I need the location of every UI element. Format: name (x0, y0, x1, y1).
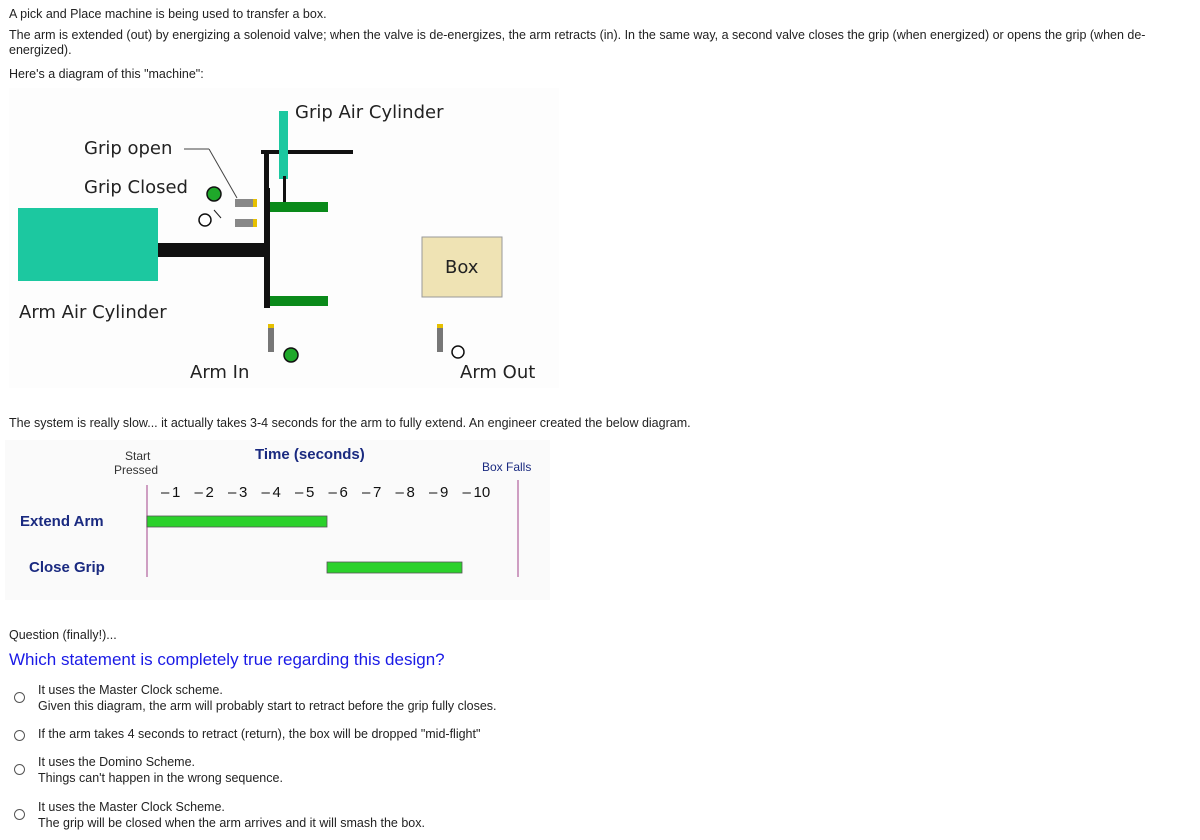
arm-out-label: Arm Out (460, 362, 536, 383)
arm-out-light-icon (452, 346, 464, 358)
upper-grip-jaw (270, 202, 328, 212)
answer-option[interactable] (14, 727, 714, 743)
grip-air-cylinder-label: Grip Air Cylinder (295, 102, 444, 123)
arm-air-cylinder-label: Arm Air Cylinder (19, 302, 167, 323)
tick-label: 8 (406, 484, 415, 501)
arm-in-sensor (268, 328, 274, 352)
tick-label: 6 (339, 484, 348, 501)
middle-text: The system is really slow... it actually takes 3-4 seconds for the arm to fully extend. An engineer created the below diagram. (9, 416, 691, 430)
grip-closed-label: Grip Closed (84, 177, 188, 198)
answer-radio[interactable] (14, 764, 25, 775)
tick-label: 9 (440, 484, 449, 501)
grip-open-light-icon (199, 214, 211, 226)
answer-option[interactable] (14, 683, 714, 714)
start-pressed-line1: Start (125, 449, 151, 463)
grip-open-valve (235, 199, 253, 207)
time-axis-title: Time (seconds) (255, 446, 365, 463)
answer-option-text: Given this diagram, the arm will probably start to retract before the grip fully closes. (38, 698, 497, 713)
arm-air-cylinder-body (18, 208, 158, 281)
answer-radio[interactable] (14, 809, 25, 820)
timing-diagram (5, 440, 550, 600)
machine-diagram (9, 88, 559, 388)
timing-row-label: Extend Arm (20, 513, 104, 530)
box-falls-label: Box Falls (482, 460, 532, 474)
answer-option-text: The grip will be closed when the arm arrives and it will smash the box. (38, 815, 425, 830)
tick-label: 5 (306, 484, 315, 501)
answer-option-text: It uses the Master Clock Scheme. (38, 800, 225, 814)
start-pressed-line2: Pressed (114, 463, 159, 477)
answer-option[interactable] (14, 800, 714, 831)
intro-line-2: The arm is extended (out) by energizing a solenoid valve; when the valve is de-energizes, the arm retracts (in). In the same way, a second valve closes the grip (when energized) or opens the grip (when de-energized). (9, 28, 1146, 57)
arm-piston-rod (158, 243, 268, 257)
tick-dash: – (194, 484, 203, 501)
answer-radio[interactable] (14, 692, 25, 703)
box-label: Box (445, 257, 479, 278)
tick-dash: – (429, 484, 438, 501)
tick-dash: – (261, 484, 270, 501)
tick-dash: – (295, 484, 304, 501)
answer-option-text: It uses the Domino Scheme. (38, 755, 196, 769)
answer-option-text: It uses the Master Clock scheme. (38, 683, 223, 697)
tick-dash: – (228, 484, 237, 501)
tick-label: 2 (205, 484, 214, 501)
grip-closed-light-icon (207, 187, 221, 201)
intro-line-1: A pick and Place machine is being used to transfer a box. (9, 7, 327, 21)
arm-out-sensor (437, 328, 443, 352)
tick-label: 4 (272, 484, 281, 501)
question-prompt: Which statement is completely true regarding this design? (9, 650, 445, 669)
tick-label: 7 (373, 484, 382, 501)
tick-dash: – (362, 484, 371, 501)
timing-bar (327, 562, 462, 573)
gripper-frame (264, 188, 270, 308)
tick-label: 10 (473, 484, 491, 501)
question-prefix: Question (finally!)... (9, 628, 117, 642)
tick-dash: – (328, 484, 337, 501)
intro-line-3: Here's a diagram of this "machine": (9, 67, 204, 81)
tick-dash: – (161, 484, 170, 501)
timing-bar (147, 516, 327, 527)
tick-dash: – (462, 484, 471, 501)
answer-option-text: If the arm takes 4 seconds to retract (return), the box will be dropped "mid-flight" (38, 727, 481, 741)
timing-row-label: Close Grip (29, 559, 105, 576)
tick-label: 3 (239, 484, 248, 501)
lower-grip-jaw (270, 296, 328, 306)
answer-radio[interactable] (14, 730, 25, 741)
grip-closed-valve (235, 219, 253, 227)
tick-dash: – (395, 484, 404, 501)
grip-open-label: Grip open (84, 138, 173, 159)
tick-label: 1 (172, 484, 181, 501)
arm-in-label: Arm In (190, 362, 250, 383)
grip-air-cylinder (279, 111, 288, 179)
answer-option[interactable] (14, 755, 714, 786)
arm-in-light-icon (284, 348, 298, 362)
answer-option-text: Things can't happen in the wrong sequence. (38, 770, 283, 785)
